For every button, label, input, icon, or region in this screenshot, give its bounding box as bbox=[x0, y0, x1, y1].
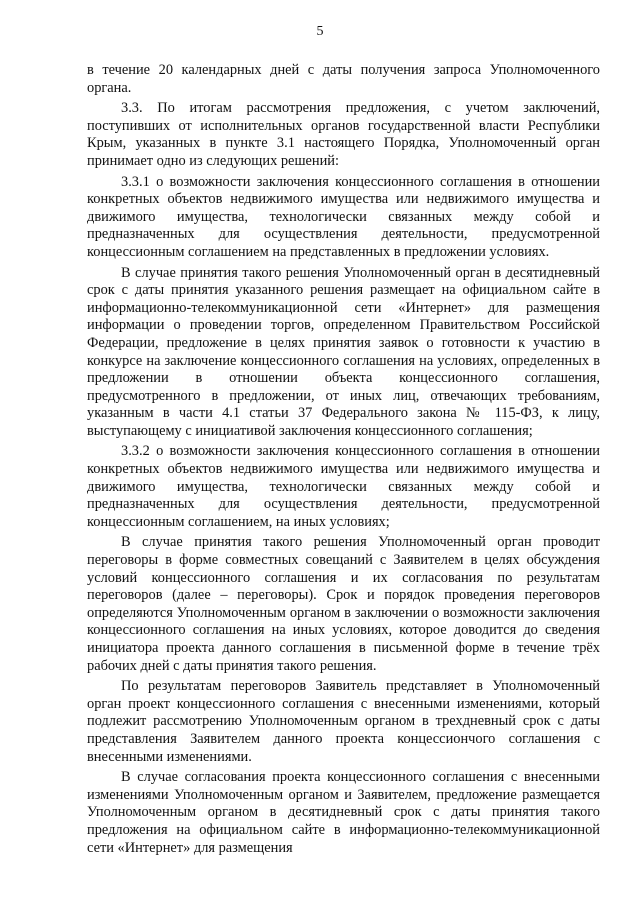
paragraph-3-3-1: 3.3.1 о возможности заключения концессионного соглашения в отношении конкретных объектов недвижимого имущества или недвижимого имущества и движимого имущества, технологически связанных между собой и предназначенных для осуществления деятельности, предусмотренной концессионным соглашением на представленных в предложении условиях. bbox=[87, 173, 600, 260]
paragraph-negotiation-results: По результатам переговоров Заявитель представляет в Уполномоченный орган проект концессионного соглашения с внесенными изменениями, который подлежит рассмотрению Уполномоченным органом в трехдневный срок с даты представления Заявителем данного проекта концессиончого соглашения с внесенными изменениями. bbox=[87, 678, 600, 765]
page-number: 5 bbox=[316, 24, 324, 39]
document-body bbox=[87, 62, 600, 860]
paragraph-3-3-1-case: В случае принятия такого решения Уполномоченный орган в десятидневный срок с даты принятия указанного решения размещает на официальном сайте в информационно-телекоммуникационной сети «Интернет» для размещения информации о проведении торгов, определенном Правительством Российской Федерации, предложение в целях принятия заявок о готовности к участию в конкурсе на заключение концессионного соглашения на условиях, определенных в предложении в отношении объекта концессионного соглашения, предусмотренного в предложении, от иных лиц, отвечающих требованиям, указанным в части 4.1 статьи 37 Федерального закона № 115-ФЗ, к лицу, выступающему с инициативой заключения концессионного соглашения; bbox=[87, 264, 600, 439]
paragraph-continuation: в течение 20 календарных дней с даты получения запроса Уполномоченного органа. bbox=[87, 62, 600, 96]
paragraph-3-3-2-case: В случае принятия такого решения Уполномоченный орган проводит переговоры в форме совместных совещаний с Заявителем в целях обсуждения условий концессионного соглашения и их согласования по результатам переговоров (далее – переговоры). Срок и порядок проведения переговоров определяются Уполномоченным органом в заключении о возможности заключения концессионного соглашения на иных условиях, которое доводится до сведения инициатора проекта данного соглашения в письменной форме в течение трёх рабочих дней с даты принятия такого решения. bbox=[87, 534, 600, 674]
paragraph-approval-case: В случае согласования проекта концессионного соглашения с внесенными изменениями Уполномоченным органом и Заявителем, предложение размещается Уполномоченным органом в десятидневный срок с даты принятия такого предложения на официальном сайте в информационно-телекоммуникационной сети «Интернет» для размещения bbox=[87, 769, 600, 856]
paragraph-3-3: 3.3. По итогам рассмотрения предложения, с учетом заключений, поступивших от исполнительных органов государственной власти Республики Крым, указанных в пункте 3.1 настоящего Порядка, Уполномоченный орган принимает одно из следующих решений: bbox=[87, 100, 600, 169]
paragraph-3-3-2: 3.3.2 о возможности заключения концессионного соглашения в отношении конкретных объектов недвижимого имущества или недвижимого имущества и движимого имущества, технологически связанных между собой и предназначенных для осуществления деятельности, предусмотренной концессионным соглашением, на иных условиях; bbox=[87, 443, 600, 530]
